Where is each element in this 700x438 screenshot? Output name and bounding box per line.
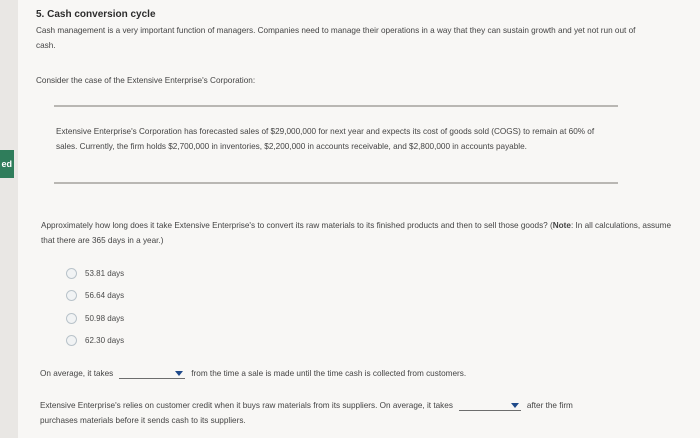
- option-label: 62.30 days: [85, 336, 125, 346]
- scenario-text: Extensive Enterprise's Corporation has forecasted sales of $29,000,000 for next year and expects its cost of goods sold (COGS) to remain at 60% of sales. Currently, the firm holds $2,700,000 in inventories, $2,200,000 in accounts receivable, and $2,800,000 in accounts payable.: [56, 127, 595, 151]
- side-tab-label: ed: [1, 159, 12, 169]
- fill-in-sentence-1: [40, 366, 466, 381]
- chevron-down-icon: [175, 371, 183, 376]
- question-page: [18, 0, 700, 438]
- option-3[interactable]: [66, 307, 124, 330]
- fill2-before: Extensive Enterprise's relies on customer credit when it buys raw materials from its suppliers. On average, it takes: [40, 401, 453, 410]
- radio-button[interactable]: [66, 268, 77, 279]
- radio-button[interactable]: [66, 335, 77, 346]
- divider-top: [54, 105, 618, 107]
- radio-button[interactable]: [66, 313, 77, 324]
- dropdown-1[interactable]: [119, 368, 185, 379]
- consider-text: Consider the case of the Extensive Enterprise's Corporation:: [36, 76, 256, 85]
- answer-options: [66, 262, 124, 352]
- fill2-line2: purchases materials before it sends cash to its suppliers.: [40, 416, 246, 425]
- option-2[interactable]: [66, 285, 124, 308]
- question-title: 5. Cash conversion cycle: [36, 9, 156, 20]
- fill1-before: On average, it takes: [40, 369, 114, 378]
- radio-button[interactable]: [66, 290, 77, 301]
- fill2-after: after the firm: [526, 401, 573, 410]
- option-label: 50.98 days: [85, 313, 125, 323]
- option-label: 53.81 days: [85, 268, 125, 278]
- fill1-after: from the time a sale is made until the time cash is collected from customers.: [191, 369, 467, 378]
- dropdown-2[interactable]: [459, 400, 521, 411]
- note-label: Note: [552, 221, 571, 230]
- divider-bottom: [54, 182, 618, 184]
- option-label: 56.64 days: [85, 291, 125, 301]
- question-prompt: [41, 218, 681, 248]
- side-tab[interactable]: [0, 150, 14, 178]
- prompt-note: : In all calculations, assume that there are 365 days in a year.): [41, 221, 672, 245]
- chevron-down-icon: [511, 403, 519, 408]
- option-1[interactable]: [66, 262, 124, 285]
- option-4[interactable]: [66, 330, 124, 353]
- fill-in-sentence-2: [40, 398, 680, 428]
- prompt-main: Approximately how long does it take Extensive Enterprise's to convert its raw materials to its finished products and then to sell those goods? (: [41, 221, 553, 230]
- intro-text: Cash management is a very important function of managers. Companies need to manage their operations in a way that they can sustain growth and yet not run out of cash.: [36, 26, 636, 50]
